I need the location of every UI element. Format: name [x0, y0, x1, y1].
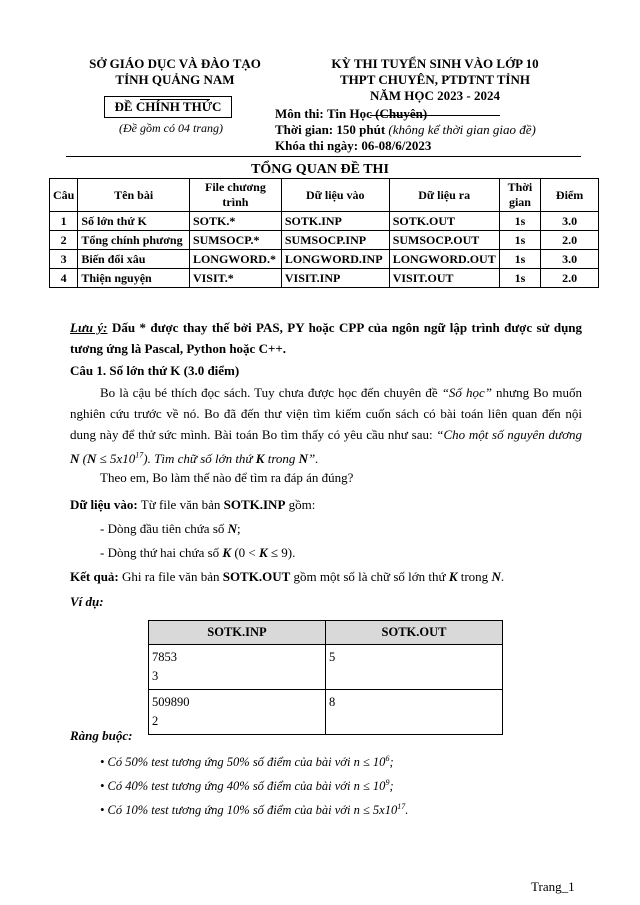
question-story: Bo là cậu bé thích đọc sách. Tuy chưa được học đến chuyên đề “Số học” nhưng Bo muốn nghiên cứu trước về nó. Bo đã đến thư viện tìm kiếm cuốn sách có bài toán liên quan đến nội dung này để thử sức mình. Bài toán Bo tìm thấy có yêu cầu như sau: “Cho một số nguyên dương N $(N \le 5x10^{17})$. Tìm chữ số lớn thứ K trong N”.: [70, 385, 583, 467]
table-row: [50, 250, 599, 269]
input-description: Dữ liệu vào: Từ file văn bản SOTK.INP gồm:: [70, 497, 316, 512]
overview-title: TỔNG QUAN ĐỀ THI: [251, 162, 389, 177]
cell: 2.0: [541, 269, 599, 288]
example-label: Ví dụ:: [70, 594, 104, 609]
col-header: Câu: [50, 179, 78, 212]
col-header: Thời gian: [499, 179, 540, 212]
question-prompt: Theo em, Bo làm thế nào để tìm ra đáp án đúng?: [100, 470, 354, 485]
cell: Số lớn thứ K: [78, 212, 190, 231]
exam-title-line1: KỲ THI TUYỂN SINH VÀO LỚP 10: [331, 56, 539, 71]
example-input: 7853 3: [149, 645, 326, 690]
exam-title-line3: NĂM HỌC 2023 - 2024: [370, 88, 500, 103]
col-header: Dữ liệu vào: [281, 179, 389, 212]
official-exam-label: ĐỀ CHÍNH THỨC: [104, 96, 232, 118]
cell: Tổng chính phương: [78, 231, 190, 250]
example-output: 5: [326, 645, 503, 690]
story-topic: “Số học”: [441, 385, 492, 400]
note-label: Lưu ý:: [70, 320, 108, 335]
cell: 1s: [499, 231, 540, 250]
problem-statement: “Cho một số nguyên dương N $(N \le 5x10^{17})$. Tìm chữ số lớn thứ K trong N”.: [70, 427, 583, 467]
example-table: [148, 620, 503, 735]
cell: VISIT.OUT: [389, 269, 499, 288]
cell: 4: [50, 269, 78, 288]
input-line-2: - Dòng thứ hai chứa số K (0 < K ≤ 9).: [100, 545, 296, 560]
page-number: Trang_1: [531, 879, 575, 894]
cell: SUMSOCP.*: [189, 231, 281, 250]
date-line: Khóa thi ngày: 06-08/6/2023: [275, 138, 432, 153]
constraint-item: • Có 40% test tương ứng 40% số điểm của bài với $n \le 10^9$;: [100, 778, 394, 794]
note-text: Dấu * được thay thế bởi PAS, PY hoặc CPP của ngôn ngữ lập trình được sử dụng tương ứng là Pascal, Python hoặc C++.: [70, 320, 583, 356]
table-row: [50, 212, 599, 231]
col-header: Dữ liệu ra: [389, 179, 499, 212]
cell: 2.0: [541, 231, 599, 250]
cell: 1: [50, 212, 78, 231]
table-row: [149, 645, 503, 690]
subject-line: Môn thi: Tin Học (Chuyên): [275, 106, 428, 121]
overview-header-row: [50, 179, 599, 212]
department-name: SỞ GIÁO DỤC VÀ ĐÀO TẠO: [89, 56, 261, 71]
constraint-item: • Có 10% test tương ứng 10% số điểm của bài với $n \le 5x10^{17}$.: [100, 802, 409, 818]
cell: 1s: [499, 212, 540, 231]
cell: LONGWORD.*: [189, 250, 281, 269]
province-name: TỈNH QUẢNG NAM: [115, 72, 235, 87]
page-count-note: (Đề gồm có 04 trang): [119, 121, 223, 135]
cell: VISIT.*: [189, 269, 281, 288]
overview-table: [49, 178, 599, 288]
cell: LONGWORD.OUT: [389, 250, 499, 269]
input-line-1: - Dòng đầu tiên chứa số N;: [100, 521, 241, 536]
cell: 1s: [499, 250, 540, 269]
example-output: 8: [326, 690, 503, 735]
header-divider: [66, 156, 581, 157]
cell: SUMSOCP.OUT: [389, 231, 499, 250]
exam-title-line2: THPT CHUYÊN, PTDTNT TỈNH: [340, 72, 530, 87]
cell: LONGWORD.INP: [281, 250, 389, 269]
cell: SUMSOCP.INP: [281, 231, 389, 250]
cell: 1s: [499, 269, 540, 288]
cell: SOTK.OUT: [389, 212, 499, 231]
cell: VISIT.INP: [281, 269, 389, 288]
cell: Biến đổi xâu: [78, 250, 190, 269]
col-header: File chương trình: [189, 179, 281, 212]
cell: 3.0: [541, 250, 599, 269]
exam-info: [275, 106, 536, 154]
table-row: [50, 231, 599, 250]
output-description: Kết quả: Ghi ra file văn bản SOTK.OUT gồm một số là chữ số lớn thứ K trong N.: [70, 569, 505, 584]
cell: SOTK.*: [189, 212, 281, 231]
cell: 2: [50, 231, 78, 250]
col-header: SOTK.INP: [149, 621, 326, 645]
constraint-item: • Có 50% test tương ứng 50% số điểm của bài với $n \le 10^6$;: [100, 754, 394, 770]
cell: SOTK.INP: [281, 212, 389, 231]
question-title: Câu 1. Số lớn thứ K (3.0 điểm): [70, 363, 240, 378]
language-note: [70, 317, 582, 359]
cell: 3.0: [541, 212, 599, 231]
constraints-label: Ràng buộc:: [70, 728, 133, 743]
example-header-row: [149, 621, 503, 645]
col-header: SOTK.OUT: [326, 621, 503, 645]
cell: Thiện nguyện: [78, 269, 190, 288]
example-input: 509890 2: [149, 690, 326, 735]
col-header: Điểm: [541, 179, 599, 212]
table-row: [50, 269, 599, 288]
cell: 3: [50, 250, 78, 269]
col-header: Tên bài: [78, 179, 190, 212]
time-line: Thời gian: 150 phút (không kể thời gian giao đề): [275, 122, 536, 137]
